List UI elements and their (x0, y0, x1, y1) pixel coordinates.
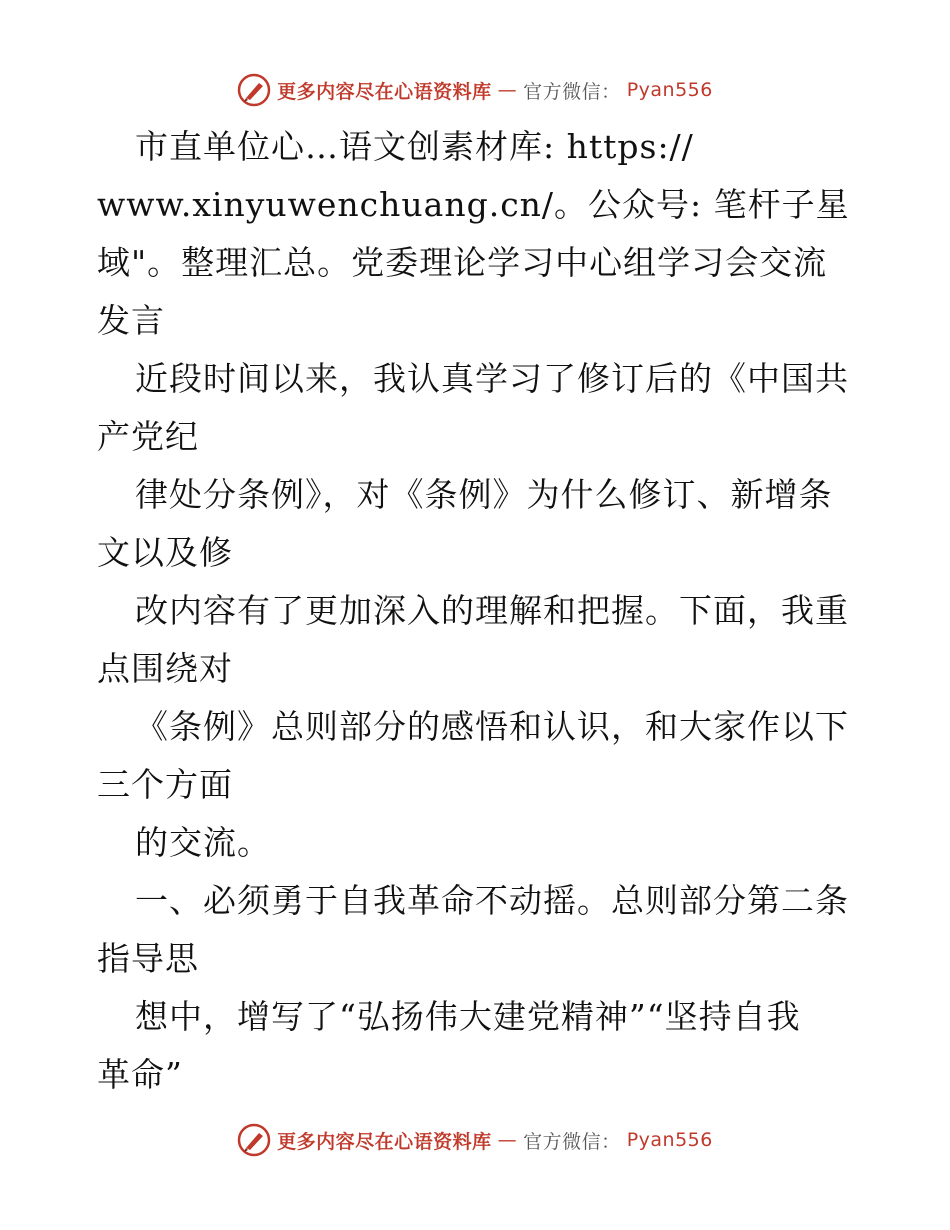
text-line: 想中，增写了“弘扬伟大建党精神”“坚持自我 (135, 997, 801, 1036)
text-line: 发言 (97, 301, 165, 340)
text-line: 产党纪 (97, 417, 199, 456)
watermark-label: 官方微信： (523, 1130, 621, 1153)
text-line: 市直单位心…语文创素材库: https:// (135, 127, 694, 166)
footer-watermark (0, 1120, 950, 1160)
text-line: 文以及修 (97, 533, 233, 572)
text-line: 域"。整理汇总。党委理论学习中心组学习会交流 (97, 243, 828, 282)
document-body (97, 118, 857, 1104)
watermark-main-text: 更多内容尽在心语资料库 (277, 80, 492, 103)
text-line: www.xinyuwenchuang.cn/。公众号: 笔杆子星 (97, 185, 850, 224)
text-line: 的交流。 (135, 823, 271, 862)
watermark-label: 官方微信： (523, 80, 621, 103)
watermark-id: Pyan556 (626, 1129, 713, 1151)
text-line: 一、必须勇于自我革命不动摇。总则部分第二条 (135, 881, 849, 920)
text-line: 革命” (97, 1055, 183, 1094)
watermark-id: Pyan556 (626, 79, 713, 101)
pen-logo-icon (237, 73, 271, 107)
pen-logo-icon (237, 1123, 271, 1157)
text-line: 律处分条例》，对《条例》为什么修订、新增条 (135, 475, 833, 514)
text-line: 三个方面 (97, 765, 233, 804)
text-line: 《条例》总则部分的感悟和认识，和大家作以下 (135, 707, 849, 746)
text-line: 改内容有了更加深入的理解和把握。下面，我重 (135, 591, 849, 630)
text-line: 近段时间以来，我认真学习了修订后的《中国共 (135, 359, 849, 398)
watermark-main-text: 更多内容尽在心语资料库 (277, 1130, 492, 1153)
text-line: 点围绕对 (97, 649, 233, 688)
watermark-dash: — (497, 1129, 518, 1151)
text-line: 指导思 (97, 939, 199, 978)
header-watermark (0, 70, 950, 110)
watermark-dash: — (497, 79, 518, 101)
